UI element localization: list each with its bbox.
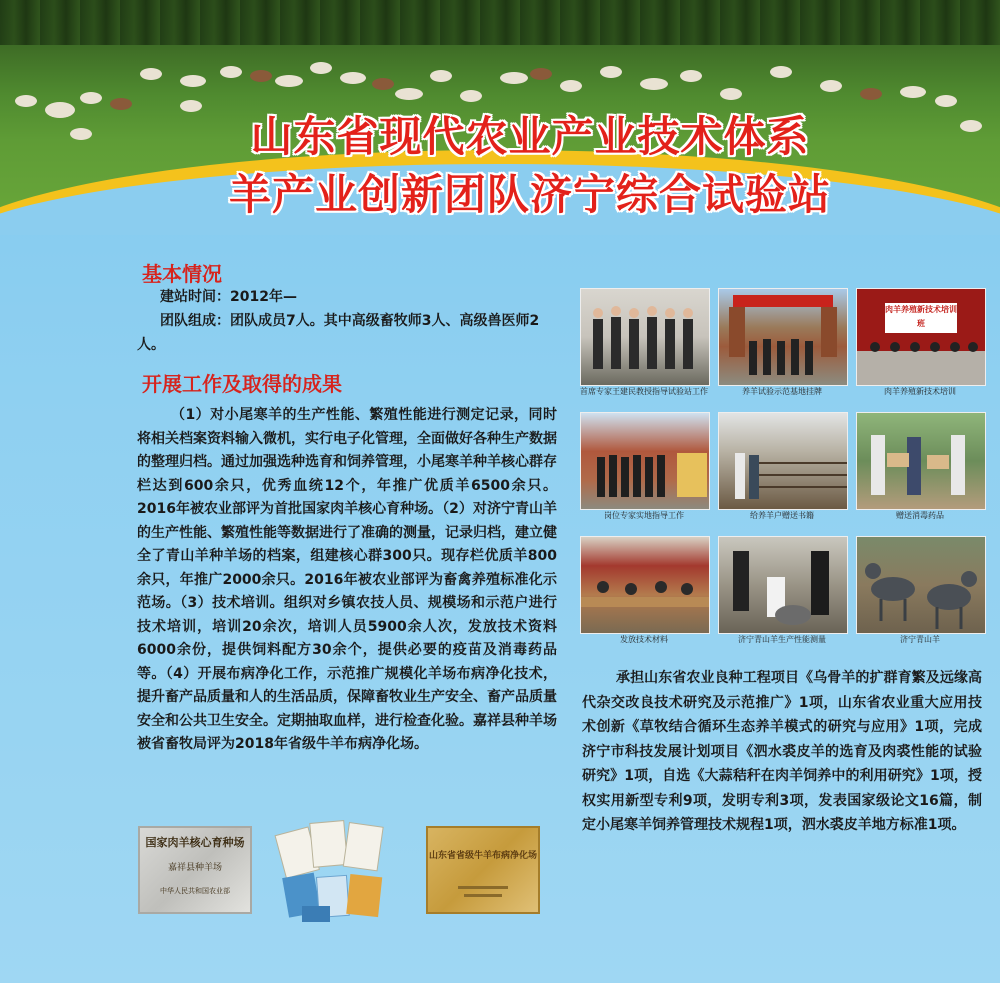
photo-caption: 肉羊养殖新技术培训: [884, 387, 956, 396]
basic-info-heading: 基本情况: [142, 262, 222, 286]
photo-expert-guidance: [580, 288, 710, 386]
photo-goat-measurement: [718, 536, 848, 634]
photo-caption: 岗位专家实地指导工作: [604, 511, 684, 520]
measuring-people-icon: [719, 537, 847, 633]
projects-body: 承担山东省农业良种工程项目《乌骨羊的扩群育繁及远缘高代杂交改良技术研究及示范推广》1项，山东省农业重大应用技术创新《草牧结合循环生态养羊模式的研究与应用》1项，完成济宁市科技发展计划项目《泗水裘皮羊的选育及肉裘性能的试验研究》1项，自选《大蒜秸秆在肉羊饲养中的利用研究》1项，授权实用新型专利9项，发明专利3项，发表国家级论文16篇，制定小尾寒羊饲养管理技术规程1项，泗水裘皮羊地方标准1项。: [582, 670, 982, 833]
photo-caption: 济宁青山羊生产性能测量: [738, 635, 826, 644]
team-value: 团队成员7人。其中高级畜牧师3人、高级兽医师2人。: [137, 313, 540, 353]
achievements-heading: 开展工作及取得的成果: [142, 372, 342, 396]
photo-materials: [580, 536, 710, 634]
photo-caption: 赠送消毒药品: [896, 511, 944, 520]
photo-book-donation: [718, 412, 848, 510]
cert-plaque-national-core-farm: [138, 826, 252, 914]
photo-caption: 首席专家王建民教授指导试验站工作: [580, 387, 708, 396]
goat-icon: [857, 537, 985, 633]
cert1-title: 国家肉羊核心育种场: [145, 836, 245, 849]
photo-disinfectant-donation: [856, 412, 986, 510]
cert3-title: 山东省省级牛羊布病净化场: [428, 851, 537, 861]
photo-training-banner: [856, 288, 986, 386]
group-people-icon: [581, 289, 709, 385]
photo-caption: 发放技术材料: [620, 635, 668, 644]
boxes-people-icon: [857, 413, 985, 509]
build-time-label: 建站时间：: [160, 289, 230, 305]
photo-onsite-guidance: [580, 412, 710, 510]
photo-base-plaque: [718, 288, 848, 386]
achievements-body: （1）对小尾寒羊的生产性能、繁殖性能进行测定记录，同时将相关档案资料输入微机，实行电子化管理，全面做好各种生产数据的整理归档。通过加强选种选育和饲养管理，小尾寒羊种羊核心群存栏达到600余只，优秀血统12个，年推广优质羊6500余只。2016年被农业部评为首批国家肉羊核心育种场。（2）对济宁青山羊的生产性能、繁殖性能等数据进行了准确的测量，记录归档，建立健全了青山羊种羊场的档案，组建核心群300只。现存栏优质羊800余只，年推广2000余只。2016年被农业部评为畜禽养殖标准化示范场。（3）技术培训。组织对乡镇农技人员、规模场和示范户进行技术培训，培训20余次，培训人员5900余人次，发放技术资料6000余份，提供饲料配方30余个，提供必要的疫苗及消毒药品等。（4）开展布病净化工作，示范推广规模化羊场布病净化技术，提升畜产品质量和人的生活品质，保障畜牧业生产安全、畜产品质量安全和公共卫生安全。定期抽取血样，进行检查化验。嘉祥县种羊场被省畜牧局评为2018年省级牛羊布病净化场。: [137, 407, 557, 752]
cert-plaque-brucellosis-free: [426, 826, 540, 914]
patent-certificates-pile: [268, 818, 398, 928]
photo-qingshan-goat: [856, 536, 986, 634]
tree-line: [0, 0, 1000, 45]
banner-sign: 肉羊养殖新技术培训班: [885, 303, 957, 333]
title-line-1: 山东省现代农业产业技术体系: [250, 112, 810, 161]
group-people-icon: [581, 413, 709, 509]
barn-pens-icon: [719, 413, 847, 509]
desk-people-icon: [581, 537, 709, 633]
photo-caption: 养羊试验示范基地挂牌: [742, 387, 822, 396]
meeting-table-icon: [857, 289, 985, 385]
photo-caption: 济宁青山羊: [900, 635, 940, 644]
cert1-issuer: 中华人民共和国农业部: [160, 887, 230, 895]
title-line-2: 羊产业创新团队济宁综合试验站: [228, 170, 831, 219]
certificates-stack-icon: [268, 818, 398, 928]
team-composition: [137, 310, 557, 357]
build-time-value: 2012年—: [230, 289, 297, 305]
cert1-sub: 嘉祥县种羊场: [167, 863, 222, 873]
gate-ceremony-icon: [719, 289, 847, 385]
build-time-line: [160, 286, 556, 310]
photo-caption: 给养羊户赠送书籍: [750, 511, 814, 520]
team-label: 团队组成：: [160, 313, 230, 329]
